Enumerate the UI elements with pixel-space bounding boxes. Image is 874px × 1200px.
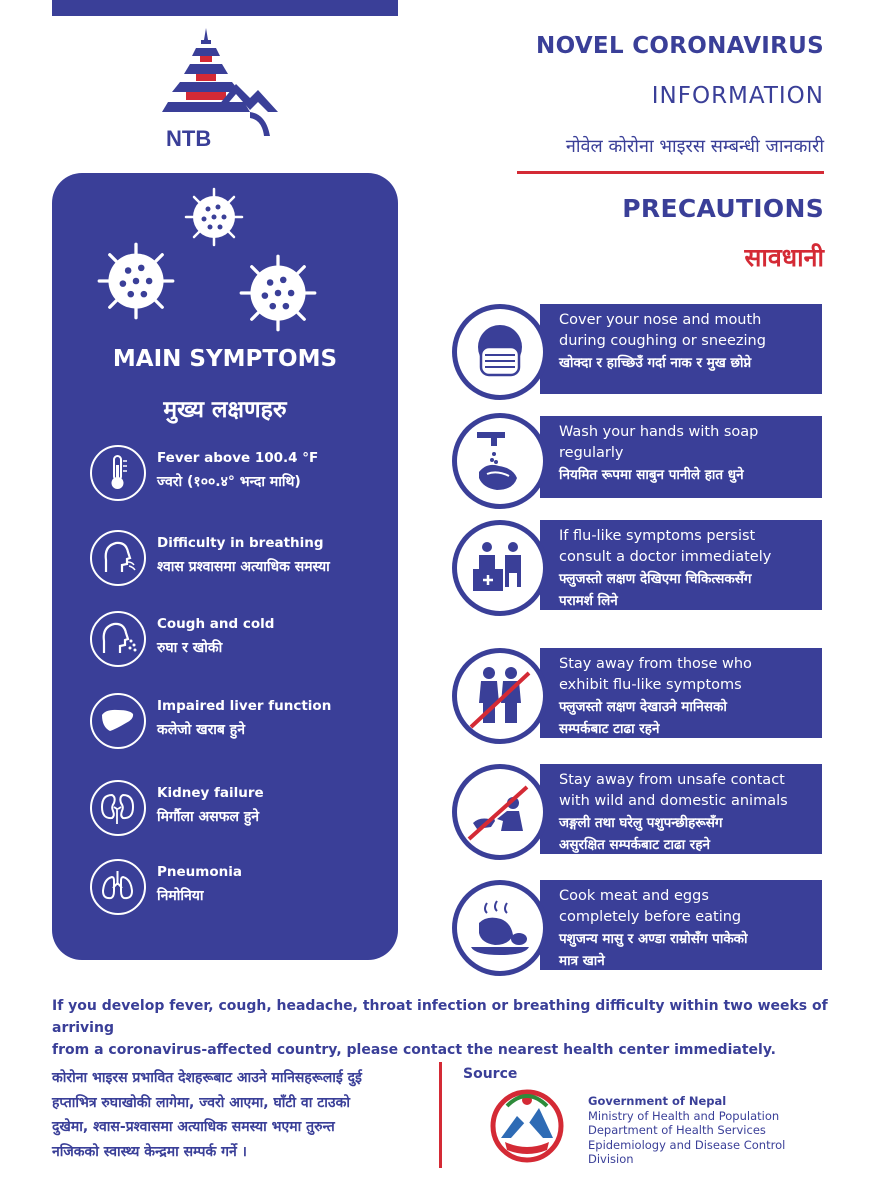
precaution-text-box xyxy=(540,764,822,854)
precaution-text: Wash your hands with soap xyxy=(559,424,759,440)
symptom-label-nepali: श्वास प्रश्वासमा अत्याधिक समस्या xyxy=(157,559,330,575)
nepal-government-emblem xyxy=(487,1086,567,1166)
top-bar xyxy=(52,0,398,16)
notice-line: नजिकको स्वास्थ्य केन्द्रमा सम्पर्क गर्ने । xyxy=(52,1143,247,1160)
symptom-label: Fever above 100.4 °F xyxy=(157,450,319,466)
notice-line: कोरोना भाइरस प्रभावित देशहरूबाट आउने मानिसहरूलाई दुई xyxy=(52,1070,362,1086)
precaution-text: Cover your nose and mouth xyxy=(559,312,762,328)
symptom-label-nepali: कलेजो खराब हुने xyxy=(157,722,246,738)
precaution-icon-ring xyxy=(452,764,548,860)
notice-line: हप्ताभित्र रुघाखोकी लागेमा, ज्वरो आएमा, घाँटी वा टाउको xyxy=(52,1094,350,1111)
precaution-text: completely before eating xyxy=(559,909,742,925)
source-line: Division xyxy=(588,1152,634,1166)
precautions-heading: PRECAUTIONS xyxy=(622,194,824,223)
precaution-item xyxy=(452,413,822,509)
title-nepali: नोवेल कोरोना भाइरस सम्बन्धी जानकारी xyxy=(565,136,824,157)
precaution-text-nepali: असुरक्षित सम्पर्कबाट टाढा रहने xyxy=(559,837,710,853)
notice-line: If you develop fever, cough, headache, throat infection or breathing difficulty within two weeks of arriving xyxy=(52,998,828,1036)
title-divider xyxy=(517,171,824,174)
breathing-icon xyxy=(90,530,146,586)
symptom-label: Pneumonia xyxy=(157,864,242,880)
symptom-item xyxy=(90,445,390,505)
precaution-item xyxy=(452,520,822,616)
precaution-text: Stay away from unsafe contact xyxy=(559,772,785,788)
symptom-label-nepali: रुघा र खोकी xyxy=(157,640,223,656)
precaution-icon-ring xyxy=(452,520,548,616)
symptom-item xyxy=(90,530,390,590)
symptom-label-nepali: निमोनिया xyxy=(157,888,204,904)
precaution-item xyxy=(452,880,822,976)
symptom-item xyxy=(90,859,390,919)
source-line: Government of Nepal xyxy=(588,1094,727,1108)
precaution-text: consult a doctor immediately xyxy=(559,549,772,565)
precaution-text-box xyxy=(540,520,822,610)
precaution-text: exhibit flu-like symptoms xyxy=(559,677,742,693)
cooked-meat-icon xyxy=(457,885,543,971)
pagoda-mountain-icon xyxy=(158,26,278,156)
precaution-text-box xyxy=(540,304,822,394)
precaution-icon-ring xyxy=(452,648,548,744)
cough-icon xyxy=(90,611,146,667)
precaution-icon-ring xyxy=(452,413,548,509)
precaution-text: If flu-like symptoms persist xyxy=(559,528,756,544)
precaution-item xyxy=(452,304,822,400)
main-symptoms-title: MAIN SYMPTOMS xyxy=(112,346,338,372)
precaution-text: with wild and domestic animals xyxy=(559,793,788,809)
virus-icon xyxy=(182,185,246,249)
hand-washing-icon xyxy=(457,418,543,504)
precaution-text-nepali: खोक्दा र हाच्छिउँ गर्दा नाक र मुख छोप्ने xyxy=(559,355,752,371)
ntb-logo xyxy=(158,26,278,156)
source-line: Ministry of Health and Population xyxy=(588,1108,780,1123)
symptom-label: Impaired liver function xyxy=(157,698,332,714)
precaution-text-box xyxy=(540,648,822,738)
virus-icon xyxy=(236,251,320,335)
precaution-text-nepali: परामर्श लिने xyxy=(559,593,618,609)
symptom-label-nepali: मिर्गौला असफल हुने xyxy=(157,809,260,825)
symptom-label: Cough and cold xyxy=(157,616,275,632)
avoid-contact-icon xyxy=(457,653,543,739)
face-mask-icon xyxy=(457,309,543,395)
notice-english xyxy=(52,995,832,1061)
source-label: Source xyxy=(463,1066,518,1082)
no-animal-contact-icon xyxy=(457,769,543,855)
symptom-label: Difficulty in breathing xyxy=(157,535,324,551)
precaution-text-box xyxy=(540,416,822,498)
precaution-icon-ring xyxy=(452,880,548,976)
symptom-item xyxy=(90,611,390,671)
source-line: Department of Health Services xyxy=(588,1123,766,1137)
doctor-consult-icon xyxy=(457,525,543,611)
precaution-text: Cook meat and eggs xyxy=(559,888,709,904)
precaution-text: Stay away from those who xyxy=(559,656,752,672)
lungs-icon xyxy=(90,859,146,915)
precaution-text-nepali: मात्र खाने xyxy=(559,953,605,969)
precaution-text-nepali: पशुजन्य मासु र अण्डा राम्रोसँग पाकेको xyxy=(559,931,748,947)
notice-nepali xyxy=(52,1066,432,1164)
precaution-text: regularly xyxy=(559,445,624,461)
notice-line: from a coronavirus-affected country, please contact the nearest health center immediately. xyxy=(52,1042,776,1058)
precaution-text-nepali: फ्लुजस्तो लक्षण देखिएमा चिकित्सकसँग xyxy=(559,571,752,587)
kidney-icon xyxy=(90,780,146,836)
title-line-1: NOVEL CORONAVIRUS xyxy=(536,33,824,59)
symptom-item xyxy=(90,780,390,840)
precaution-item xyxy=(452,648,822,744)
notice-line: दुखेमा, श्वास-प्रश्वासमा अत्याधिक समस्या भएमा तुरुन्त xyxy=(52,1119,335,1135)
source-divider xyxy=(439,1062,442,1168)
main-symptoms-title-nepali: मुख्य लक्षणहरु xyxy=(163,397,287,423)
liver-icon xyxy=(90,693,146,749)
precaution-text-nepali: नियमित रूपमा साबुन पानीले हात धुने xyxy=(559,467,744,483)
precaution-text-box xyxy=(540,880,822,970)
svg-text:NTB: NTB xyxy=(166,126,212,151)
precaution-text: during coughing or sneezing xyxy=(559,333,766,349)
precaution-icon-ring xyxy=(452,304,548,400)
precautions-heading-nepali: सावधानी xyxy=(744,243,824,272)
title-line-2: INFORMATION xyxy=(651,83,824,109)
source-details xyxy=(588,1094,785,1167)
precaution-item xyxy=(452,764,822,860)
precaution-text-nepali: सम्पर्कबाट टाढा रहने xyxy=(559,721,660,737)
precaution-text-nepali: फ्लुजस्तो लक्षण देखाउने मानिसको xyxy=(559,699,727,715)
virus-icon xyxy=(94,239,178,323)
symptom-label: Kidney failure xyxy=(157,785,264,801)
symptoms-panel xyxy=(52,173,398,960)
precaution-text-nepali: जङ्गली तथा घरेलु पशुपन्छीहरूसँग xyxy=(559,815,723,831)
symptom-label-nepali: ज्वरो (१००.४° भन्दा माथि) xyxy=(157,474,301,490)
thermometer-icon xyxy=(90,445,146,501)
symptom-item xyxy=(90,693,390,753)
source-line: Epidemiology and Disease Control xyxy=(588,1137,786,1152)
